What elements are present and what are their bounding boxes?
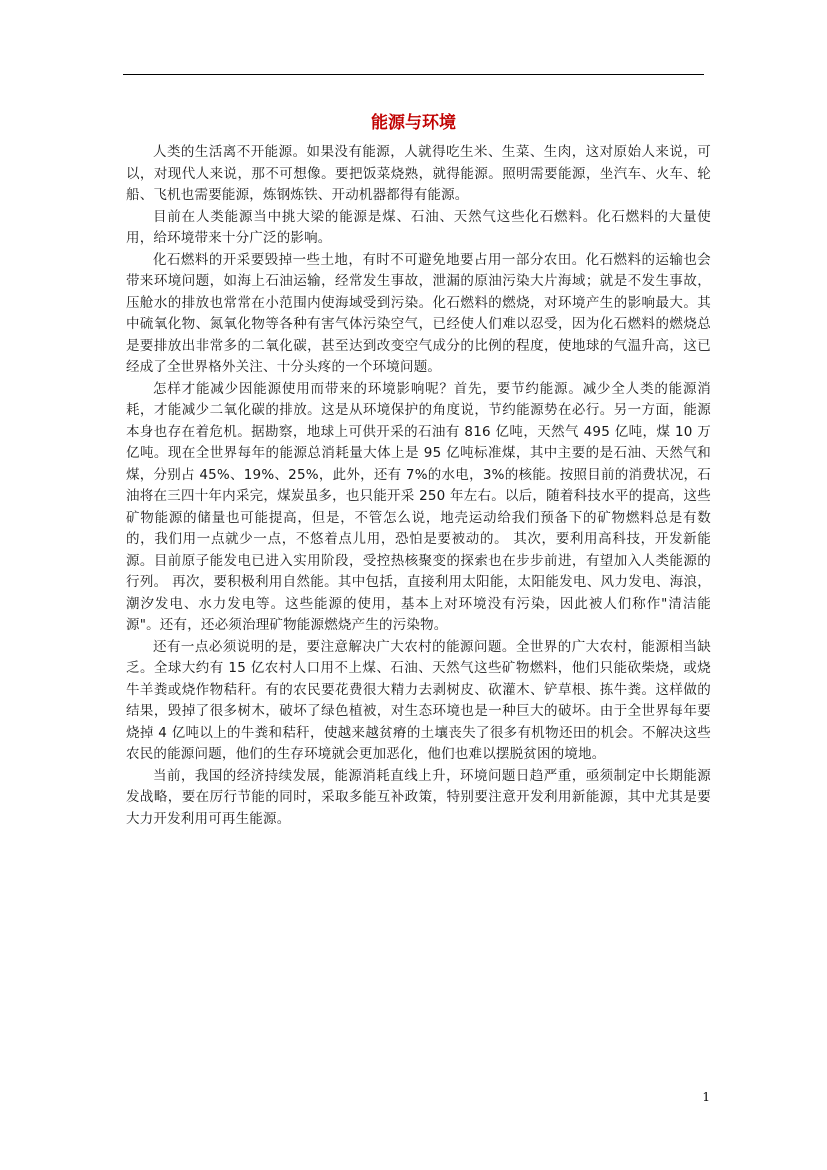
page-number: 1 bbox=[702, 1090, 710, 1104]
paragraph-2: 目前在人类能源当中挑大梁的能源是煤、石油、天然气这些化石燃料。化石燃料的大量使用，给环境带来十分广泛的影响。 bbox=[126, 208, 711, 246]
paragraph-6: 当前，我国的经济持续发展，能源消耗直线上升，环境问题日趋严重，亟须制定中长期能源发战略，要在厉行节能的同时，采取多能互补政策，特别要注意开发利用新能源，其中尤其是要大力开发利用可再生能源。 bbox=[126, 767, 711, 827]
paragraph-1: 人类的生活离不开能源。如果没有能源，人就得吃生米、生菜、生肉，这对原始人来说，可以，对现代人来说，那不可想像。要把饭菜烧熟，就得能源。照明需要能源，坐汽车、火车、轮船、飞机也需要能源，炼钢炼铁、开动机器都得有能源。 bbox=[126, 144, 711, 203]
paragraph-5: 还有一点必须说明的是，要注意解决广大农村的能源问题。全世界的广大农村，能源相当缺乏。全球大约有 15 亿农村人口用不上煤、石油、天然气这些矿物燃料，他们只能砍柴烧，或烧牛羊粪或烧作物秸秆。有的农民要花费很大精力去剥树皮、砍灌木、铲草根、拣牛粪。这样做的结果，毁掉了很多树木，破坏了绿色植被，对生态环境也是一种巨大的破坏。由于全世界每年要烧掉 4 亿吨以上的牛粪和秸秆，使越来越贫瘠的土壤丧失了很多有机物还田的机会。不解决这些农民的能源问题，他们的生存环境就会更加恶化，他们也难以摆脱贫困的境地。 bbox=[126, 638, 711, 762]
document-title: 能源与环境 bbox=[371, 113, 456, 133]
paragraph-4: 怎样才能减少因能源使用而带来的环境影响呢？首先，要节约能源。减少全人类的能源消耗，才能减少二氧化碳的排放。这是从环境保护的角度说，节约能源势在必行。另一方面，能源本身也存在着危机。据勘察，地球上可供开采的石油有 816 亿吨，天然气 495 亿吨，煤 10 万亿吨。现在全世界每年的能源总消耗量大体上是 95 亿吨标准煤，其中主要的是石油、天然气和煤，分别占 45%、19%、25%，此外，还有 7%的水电，3%的核能。按照目前的消费状况，石油将在三四十年内采完，煤炭虽多，也只能开采 250 年左右。以后，随着科技水平的提高，这些矿物能源的储量也可能提高，但是，不管怎么说，地壳运动给我们预备下的矿物燃料总是有数的，我们用一点就少一点，不悠着点儿用，恐怕是要被动的。 其次，要利用高科技，开发新能源。目前原子能发电已进入实用阶段，受控热核聚变的探索也在步步前进，有望加入人类能源的行列。 再次，要积极利用自然能。其中包括，直接利用太阳能，太阳能发电、风力发电、海浪，潮汐发电、水力发电等。这些能源的使用，基本上对环境没有污染，因此被人们称作"清洁能源"。还有，还必须治理矿物能源燃烧产生的污染物。 bbox=[126, 380, 711, 633]
header-rule bbox=[123, 74, 704, 75]
document-body bbox=[126, 142, 711, 830]
paragraph-3: 化石燃料的开采要毁掉一些土地，有时不可避免地要占用一部分农田。化石燃料的运输也会带来环境问题，如海上石油运输，经常发生事故，泄漏的原油污染大片海域；就是不发生事故，压舱水的排放也常常在小范围内使海域受到污染。化石燃料的燃烧，对环境产生的影响最大。其中硫氧化物、氮氧化物等各种有害气体污染空气，已经使人们难以忍受，因为化石燃料的燃烧总是要排放出非常多的二氧化碳，甚至达到改变空气成分的比例的程度，使地球的气温升高，这已经成了全世界格外关注、十分头疼的一个环境问题。 bbox=[126, 251, 711, 375]
